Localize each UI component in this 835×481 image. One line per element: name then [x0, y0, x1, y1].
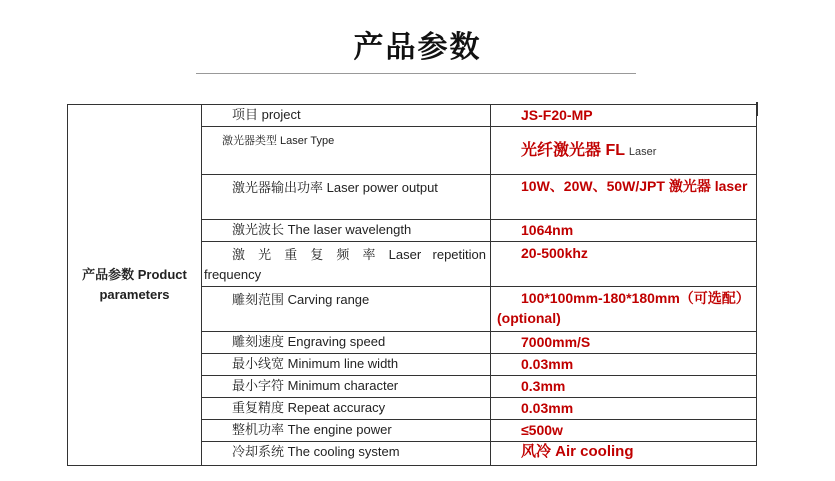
param-label: 整机功率 The engine power	[202, 420, 491, 442]
param-value: 7000mm/S	[491, 332, 757, 354]
param-value-main: 光纤激光器 FL	[521, 141, 625, 159]
table-edge-mark	[756, 102, 758, 116]
param-value: 20-500khz	[491, 242, 757, 287]
param-label: 激光器输出功率 Laser power output	[202, 175, 491, 220]
param-value: 0.03mm	[491, 354, 757, 376]
param-value: 0.03mm	[491, 398, 757, 420]
param-label: 激光器类型 Laser Type	[202, 127, 491, 175]
param-value	[491, 127, 757, 175]
category-cell: 产品参数 Product parameters	[68, 105, 202, 466]
param-value: ≤500w	[491, 420, 757, 442]
param-label: 雕刻范围 Carving range	[202, 287, 491, 332]
param-label: 最小字符 Minimum character	[202, 376, 491, 398]
param-value: JS-F20-MP	[491, 105, 757, 127]
param-value-sub: Laser	[628, 145, 657, 158]
param-label: 雕刻速度 Engraving speed	[202, 332, 491, 354]
param-value: 1064nm	[491, 220, 757, 242]
page-title: 产品参数	[353, 31, 482, 64]
param-value: 风冷 Air cooling	[491, 442, 757, 466]
table-row	[68, 105, 757, 127]
param-value: 0.3mm	[491, 376, 757, 398]
param-value: 10W、20W、50W/JPT 激光器 laser	[491, 175, 757, 220]
parameter-table	[67, 104, 757, 466]
param-label: 激光波长 The laser wavelength	[202, 220, 491, 242]
param-label: 重复精度 Repeat accuracy	[202, 398, 491, 420]
param-value: 100*100mm-180*180mm（可选配）(optional)	[491, 287, 757, 332]
param-label: 激 光 重 复 频 率 Laser repetition frequency	[202, 242, 491, 287]
param-label: 最小线宽 Minimum line width	[202, 354, 491, 376]
title-divider	[196, 73, 636, 74]
param-label: 项目 project	[202, 105, 491, 127]
param-label: 冷却系统 The cooling system	[202, 442, 491, 466]
